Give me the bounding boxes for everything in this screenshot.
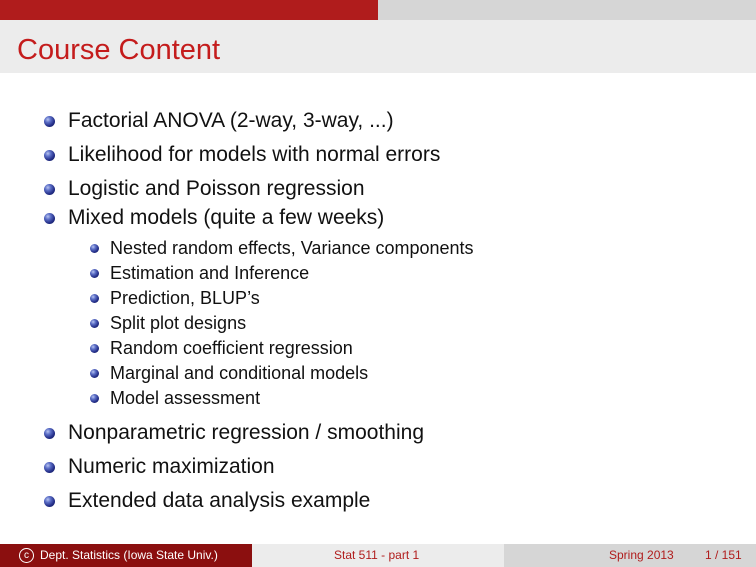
progress-bar-fill: [0, 0, 378, 20]
footer-course-section: [252, 544, 504, 567]
list-item: [44, 175, 365, 203]
sub-list-item-text: Nested random effects, Variance components: [110, 237, 474, 258]
sub-list-item: [90, 387, 260, 409]
bullet-ball-icon: [44, 184, 55, 195]
sub-list-item-text: Prediction, BLUP’s: [110, 287, 260, 308]
bullet-ball-icon: [44, 462, 55, 473]
bullet-ball-icon: [90, 319, 99, 328]
sub-list-item-text: Marginal and conditional models: [110, 362, 369, 383]
list-item: [44, 107, 394, 135]
list-item-text: Mixed models (quite a few weeks): [68, 206, 385, 229]
sub-list-item: [90, 312, 246, 334]
bullet-ball-icon: [90, 344, 99, 353]
copyright-icon: c: [19, 548, 34, 563]
sub-list-item: [90, 337, 353, 359]
bullet-ball-icon: [90, 269, 99, 278]
list-item-text: Logistic and Poisson regression: [68, 177, 365, 200]
bullet-ball-icon: [90, 369, 99, 378]
sub-list-item-text: Estimation and Inference: [110, 262, 310, 283]
sub-list-item-text: Split plot designs: [110, 312, 247, 333]
sub-list-item: [90, 287, 260, 309]
frame-title-bar: [0, 20, 756, 73]
page-title: Course Content: [17, 34, 221, 66]
progress-bar: [0, 0, 756, 20]
bullet-ball-icon: [90, 294, 99, 303]
footer-term-section: [504, 544, 756, 567]
list-item: [44, 204, 384, 232]
footer-course: Stat 511 - part 1: [334, 548, 420, 562]
bullet-ball-icon: [44, 213, 55, 224]
sub-list-item-text: Random coefficient regression: [110, 337, 353, 358]
list-item: [44, 453, 275, 481]
bullet-ball-icon: [90, 394, 99, 403]
list-item-text: Factorial ANOVA (2-way, 3-way, ...): [68, 109, 394, 132]
footer: [0, 544, 756, 567]
sub-list-item: [90, 262, 309, 284]
bullet-ball-icon: [90, 244, 99, 253]
list-item-text: Extended data analysis example: [68, 489, 371, 512]
sub-list-item: [90, 362, 368, 384]
bullet-ball-icon: [44, 496, 55, 507]
footer-page-number: 1 / 151: [705, 548, 742, 562]
footer-term: Spring 2013: [609, 548, 674, 562]
bullet-ball-icon: [44, 428, 55, 439]
list-item: [44, 487, 370, 515]
sub-list-item-text: Model assessment: [110, 387, 261, 408]
list-item-text: Nonparametric regression / smoothing: [68, 421, 424, 444]
list-item-text: Likelihood for models with normal errors: [68, 143, 441, 166]
footer-author: Dept. Statistics (Iowa State Univ.): [40, 548, 218, 562]
list-item-text: Numeric maximization: [68, 455, 275, 478]
bullet-ball-icon: [44, 150, 55, 161]
sub-list-item: [90, 237, 474, 259]
list-item: [44, 419, 424, 447]
list-item: [44, 141, 440, 169]
bullet-ball-icon: [44, 116, 55, 127]
footer-author-section: [0, 544, 252, 567]
